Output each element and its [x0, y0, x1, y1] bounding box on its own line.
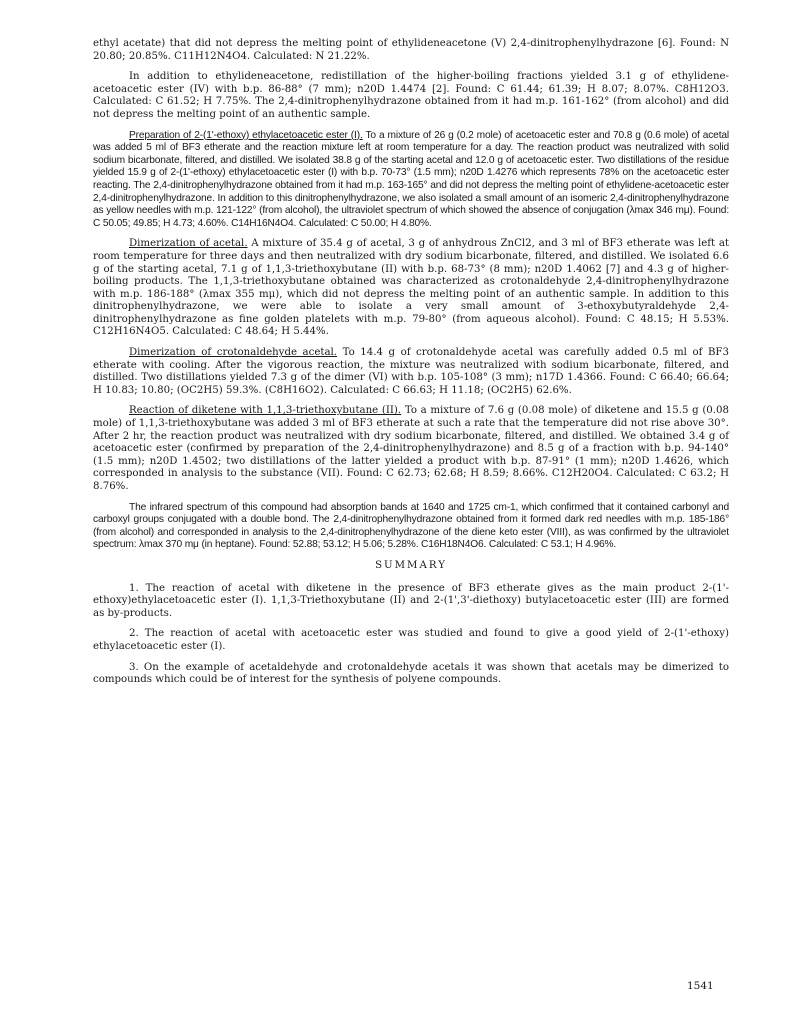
paragraph-continued: ethyl acetate) that did not depress the melting point of ethylideneacetone (V) 2,4-dinitrophenylhydrazone [6]. Found: N 20.80; 20.85%. C11H12N4O4. Calculated: N 21.22%. — [93, 38, 729, 62]
section-heading-diketene-reaction: Reaction of diketene with 1,1,3-triethoxybutane (II). — [129, 405, 402, 417]
summary-heading: SUMMARY — [375, 559, 447, 571]
summary-item-2: 2. The reaction of acetal with acetoacetic ester was studied and found to give a good yield of 2-(1'-ethoxy) ethylacetoacetic ester (I). — [93, 628, 729, 652]
document-body — [93, 38, 729, 695]
paragraph-diketene-reaction-text: To a mixture of 7.6 g (0.08 mole) of diketene and 15.5 g (0.08 mole) of 1,1,3-triethoxybutane was added 3 ml of BF3 etherate at such a rate that the temperature did not rise above 30°. After 2 hr, the reaction product was neutralized with dry sodium bicarbonate, filtered, and distilled. We obtained 3.4 g of acetoacetic ester (confirmed by preparation of the 2,4-dinitrophenylhydrazone) and 8.5 g of a fraction with b.p. 94-140° (1.5 mm); n20D 1.4502; two distillations of the latter yielded a product with b.p. 87-91° (1 mm); n20D 1.4626, which corresponded in analysis to the substance (VII). Found: C 62.73; 62.68; H 8.59; 8.66%. C12H20O4. Calculated: C 63.2; H 8.76%. — [93, 405, 729, 492]
section-heading-dimerization-acetal: Dimerization of acetal. — [129, 238, 248, 250]
page-number: 1541 — [687, 980, 714, 992]
summary-item-1: 1. The reaction of acetal with diketene in the presence of BF3 etherate gives as the main product 2-(1'-ethoxy)ethylacetoacetic ester (I). 1,1,3-Triethoxybutane (II) and 2-(1',3'-diethoxy) butylacetoacetic ester (III) are formed as by-products. — [93, 582, 729, 619]
paragraph-diketene-reaction — [93, 405, 729, 493]
paragraph-preparation-text: To a mixture of 26 g (0.2 mole) of acetoacetic ester and 70.8 g (0.6 mole) of acetal was added 5 ml of BF3 etherate and the reaction mixture left at room temperature for a day. The reaction product was neutralized with solid sodium bicarbonate, filtered, and distilled. We isolated 38.8 g of the starting acetal and 12.0 g of acetoacetic ester. Two distillations of the residue yielded 15.9 g of 2-(1'-ethoxy) ethylacetoacetic ester (I) with b.p. 70-73° (1.5 mm); n20D 1.4276 which represents 78% on the acetoacetic ester reacting. The 2,4-dinitrophenylhydrazone obtained from it had m.p. 163-165° and did not depress the melting point of ethylidene-acetoacetic ester 2,4-dinitrophenylhydrazone. In addition to this dinitrophenylhydrazone, we also isolated a small amount of an isomeric 2,4-dinitrophenylhydrazone as yellow needles with m.p. 121-122° (from alcohol), the ultraviolet spectrum of which showed the absence of conjugation (λmax 346 mμ). Found: C 50.05; 49.85; H 4.73; 4.60%. C14H16N4O4. Calculated: C 50.00; H 4.80%. — [93, 129, 729, 229]
paragraph-dimerization-acetal — [93, 238, 729, 339]
section-heading-preparation: Preparation of 2-(1'-ethoxy) ethylacetoacetic ester (I). — [129, 129, 363, 141]
paragraph-ethylideneacetoacetic-ester: In addition to ethylideneacetone, redistillation of the higher-boiling fractions yielded 3.1 g of ethylidene-acetoacetic ester (IV) with b.p. 86-88° (7 mm); n20D 1.4474 [2]. Found: C 61.44; 61.39; H 8.07; 8.07%. C8H12O3. Calculated: C 61.52; H 7.75%. The 2,4-dinitrophenylhydrazone obtained from it had m.p. 161-162° (from alcohol) and did not depress the melting point of an authentic sample. — [93, 71, 729, 120]
summary-item-3: 3. On the example of acetaldehyde and crotonaldehyde acetals it was shown that acetals may be dimerized to compounds which could be of interest for the synthesis of polyene compounds. — [93, 661, 729, 686]
section-heading-dimerization-crotonaldehyde: Dimerization of crotonaldehyde acetal. — [129, 347, 338, 359]
paragraph-infrared-spectrum: The infrared spectrum of this compound had absorption bands at 1640 and 1725 cm-1, which confirmed that it contained carbonyl and carboxyl groups conjugated with a double bond. The 2,4-dinitrophenylhydrazone obtained from it formed dark red needles with m.p. 185-186° (from alcohol) and corresponded in analysis to the 2,4-dinitrophenylhydrazone of the diene keto ester (VIII), as was confirmed by the ultraviolet spectrum: λmax 370 mμ (in heptane). Found: 52.88; 53.12; H 5.06; 5.28%. C16H18N4O6. Calculated: C 53.1; H 4.96%. — [93, 501, 729, 551]
paragraph-preparation — [93, 130, 729, 231]
paragraph-dimerization-crotonaldehyde-text: To 14.4 g of crotonaldehyde acetal was carefully added 0.5 ml of BF3 etherate with cooling. After the vigorous reaction, the mixture was neutralized with sodium bicarbonate, filtered, and distilled. Two distillations yielded 7.3 g of the dimer (VI) with b.p. 105-108° (3 mm); n17D 1.4366. Found: C 66.40; 66.64; H 10.83; 10.80; (OC2H5) 59.3%. (C8H16O2). Calculated: C 66.63; H 11.18; (OC2H5) 62.6%. — [93, 347, 729, 396]
paragraph-dimerization-crotonaldehyde — [93, 347, 729, 397]
paragraph-dimerization-acetal-text: A mixture of 35.4 g of acetal, 3 g of anhydrous ZnCl2, and 3 ml of BF3 etherate was left at room temperature for three days and then neutralized with dry sodium bicarbonate, filtered, and distilled. We isolated 6.6 g of the starting acetal, 7.1 g of 1,1,3-triethoxybutane (II) with b.p. 68-73° (8 mm); n20D 1.4062 [7] and 4.3 g of higher-boiling products. The 1,1,3-triethoxybutane obtained was characterized as crotonaldehyde 2,4-dinitrophenylhydrazone with m.p. 186-188° (λmax 355 mμ), which did not depress the melting point of an authentic sample. In addition to this dinitrophenylhydrazone, we were able to isolate a very small amount of 3-ethoxybutyraldehyde 2,4-dinitrophenylhydrazone as fine golden platelets with m.p. 79-80° (from aqueous alcohol). Found: C 48.15; H 5.53%. C12H16N4O5. Calculated: C 48.64; H 5.44%. — [93, 238, 729, 338]
